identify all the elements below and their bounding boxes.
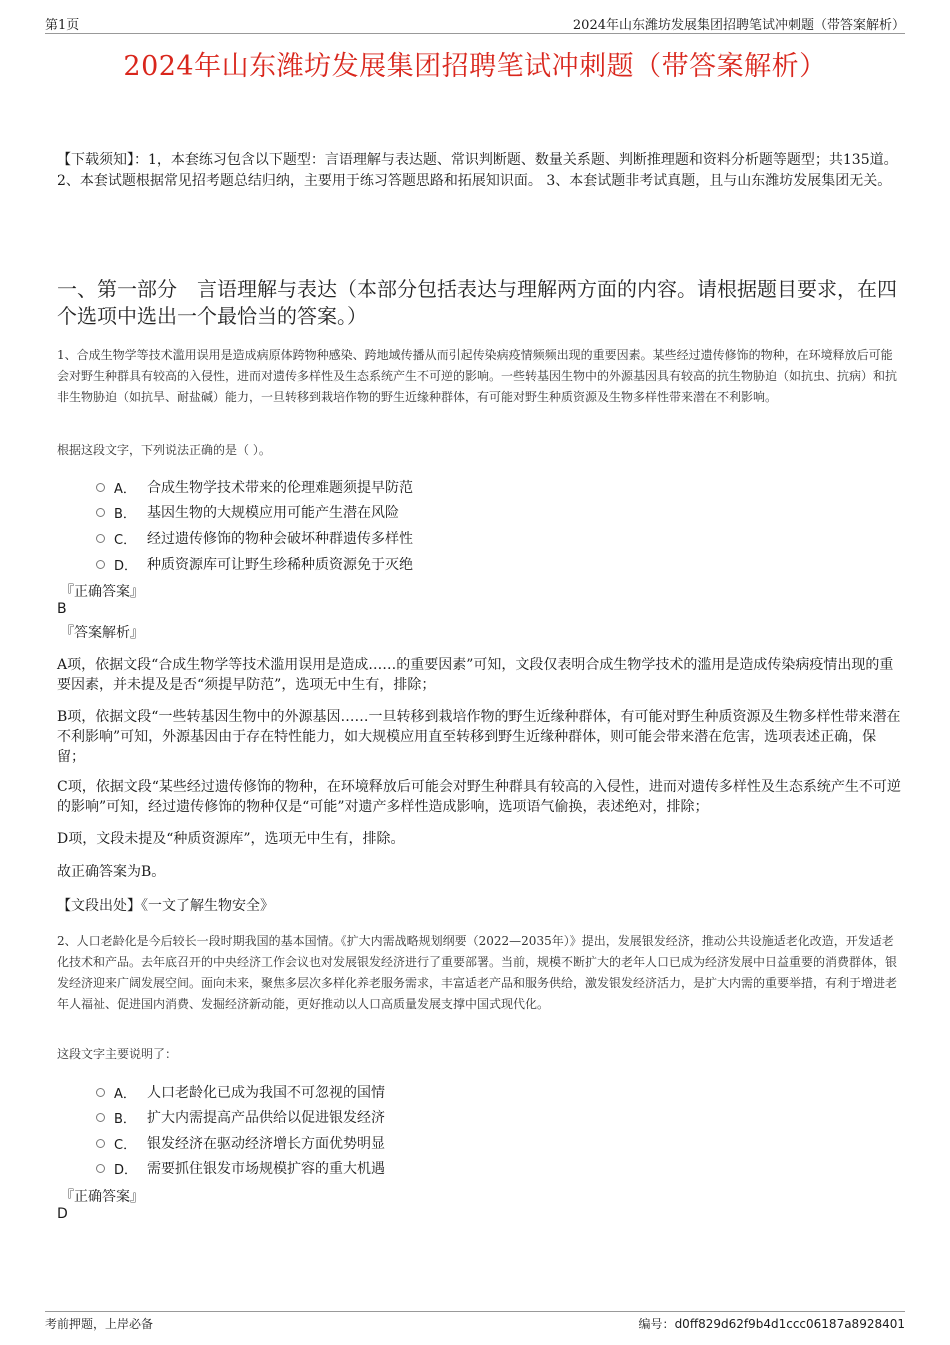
analysis-option-a: A项，依据文段“合成生物学等技术滥用误用是造成……的重要因素”可知，文段仅表明合成生物学技术的滥用是造成传染病疫情出现的重要因素，并未提及是否“须提早防范”，选项无中生有，排除； (57, 657, 894, 693)
document-code: 编号：d0ff829d62f9b4d1ccc06187a8928401 (638, 1317, 905, 1331)
radio-icon[interactable] (96, 534, 105, 543)
analysis-option-d: D项，文段未提及“种质资源库”，选项无中生有，排除。 (57, 831, 405, 847)
question-2-option-a[interactable]: A． 人口老龄化已成为我国不可忽视的国情 (96, 1082, 385, 1102)
question-2-option-c[interactable]: C． 银发经济在驱动经济增长方面优势明显 (96, 1133, 385, 1153)
download-notice: 【下载须知】：1，本套练习包含以下题型：言语理解与表达题、常识判断题、数量关系题、判断推理题和资料分析题等题型；共135道。 2、本套试题根据常见招考题总结归纳，主要用于练习答题思路和拓展知识面。 3、本套试题非考试真题，且与山东潍坊发展集团无关。 (57, 152, 898, 189)
question-1-stem: 1、合成生物学等技术滥用误用是造成病原体跨物种感染、跨地域传播从而引起传染病疫情频频出现的重要因素。某些经过遗传修饰的物种，在环境释放后可能会对野生种群具有较高的入侵性，进而对遗传多样性及生态系统产生不可逆的影响。一些转基因生物中的外源基因具有较高的抗生物胁迫（如抗虫、抗病）和抗非生物胁迫（如抗旱、耐盐碱）能力，一旦转移到栽培作物的野生近缘种群体，有可能对野生种质资源及生物多样性带来潜在不利影响。 (57, 348, 898, 404)
question-2-option-d[interactable]: D． 需要抓住银发市场规模扩容的重大机遇 (96, 1158, 385, 1178)
question-2-option-b[interactable]: B． 扩大内需提高产品供给以促进银发经济 (96, 1107, 385, 1127)
radio-icon[interactable] (96, 560, 105, 569)
analysis-label: 『答案解析』 (60, 625, 144, 641)
correct-answer-label: 『正确答案』 (60, 1189, 144, 1205)
footer-slogan: 考前押题，上岸必备 (45, 1317, 154, 1331)
correct-answer: B (57, 601, 67, 617)
question-2-stem: 2、人口老龄化是今后较长一段时期我国的基本国情。《扩大内需战略规划纲要（2022—2035年）》提出，发展银发经济，推动公共设施适老化改造，开发适老化技术和产品。去年底召开的中央经济工作会议也对发展银发经济进行了重要部署。当前，规模不断扩大的老年人口已成为经济发展中日益重要的消费群体，银发经济迎来广阔发展空间。面向未来，聚焦多层次多样化养老服务需求，丰富适老产品和服务供给，激发银发经济活力，是扩大内需的重要举措，有利于增进老年人福祉、促进国内消费、发掘经济新动能，更好推动以人口高质量发展支撑中国式现代化。 (57, 934, 898, 1011)
radio-icon[interactable] (96, 508, 105, 517)
running-header-title: 2024年山东潍坊发展集团招聘笔试冲刺题（带答案解析） (572, 18, 905, 33)
correct-answer: D (57, 1206, 68, 1222)
footer-divider (45, 1311, 905, 1312)
radio-icon[interactable] (96, 1113, 105, 1122)
question-1-option-a[interactable]: A． 合成生物学技术带来的伦理难题须提早防范 (96, 477, 413, 497)
header-divider (45, 33, 905, 34)
radio-icon[interactable] (96, 1139, 105, 1148)
analysis-option-c: C项，依据文段“某些经过遗传修饰的物种，在环境释放后可能会对野生种群具有较高的入侵性，进而对遗传多样性及生态系统产生不可逆的影响”可知，经过遗传修饰的物种仅是“可能”对遗产多样性造成影响，选项语气偷换，表述绝对，排除； (57, 779, 901, 815)
question-1-prompt: 根据这段文字，下列说法正确的是（ ）。 (57, 443, 271, 457)
analysis-conclusion: 故正确答案为B。 (57, 864, 166, 880)
radio-icon[interactable] (96, 1164, 105, 1173)
analysis-option-b: B项，依据文段“一些转基因生物中的外源基因……一旦转移到栽培作物的野生近缘种群体，有可能对野生种质资源及生物多样性带来潜在不利影响”可知，外源基因由于存在特性能力，如大规模应用直至转移到野生近缘种群体，则可能会带来潜在危害，选项表述正确，保留； (57, 709, 901, 765)
section-heading: 一、第一部分 言语理解与表达（本部分包括表达与理解两方面的内容。请根据题目要求，在四个选项中选出一个最恰当的答案。） (57, 277, 897, 328)
radio-icon[interactable] (96, 1088, 105, 1097)
document-title: 2024年山东潍坊发展集团招聘笔试冲刺题（带答案解析） (123, 51, 827, 82)
question-1-option-b[interactable]: B． 基因生物的大规模应用可能产生潜在风险 (96, 502, 399, 522)
radio-icon[interactable] (96, 483, 105, 492)
question-2-prompt: 这段文字主要说明了： (57, 1047, 178, 1061)
question-1-option-c[interactable]: C． 经过遗传修饰的物种会破坏种群遗传多样性 (96, 528, 413, 548)
question-1-option-d[interactable]: D． 种质资源库可让野生珍稀种质资源免于灭绝 (96, 554, 413, 574)
correct-answer-label: 『正确答案』 (60, 584, 144, 600)
page-number: 第1页 (45, 18, 80, 33)
source-citation: 【文段出处】《一文了解生物安全》 (57, 898, 274, 914)
